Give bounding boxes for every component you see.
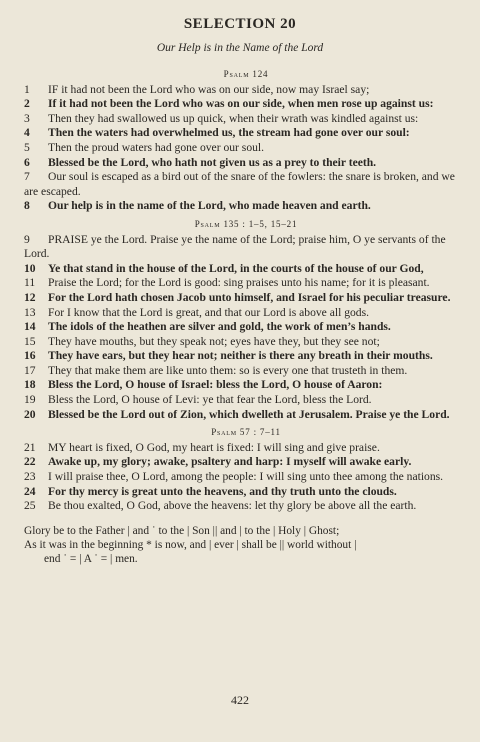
- verse-congregation: [24, 126, 468, 141]
- gloria-line: Glory be to the Father | and ˙ to the | Son || and | to the | Holy | Ghost;: [24, 524, 340, 537]
- verse-number: 22: [24, 455, 36, 469]
- psalm-reference: Psalm 57 : 7–11: [211, 427, 281, 438]
- verse-congregation: [24, 199, 468, 214]
- verse-text: For the Lord hath chosen Jacob unto himself, and Israel for his peculiar treasure.: [48, 290, 451, 304]
- verse-number: 25: [24, 499, 36, 513]
- page-number: 422: [231, 693, 249, 707]
- verse-text: The idols of the heathen are silver and gold, the work of men’s hands.: [48, 320, 391, 334]
- verse-congregation: [24, 408, 468, 423]
- verse-text: MY heart is fixed, O God, my heart is fixed: I will sing and give praise.: [48, 440, 380, 454]
- verse-text: They have ears, but they hear not; neither is there any breath in their mouths.: [48, 349, 433, 363]
- verse-number: 10: [24, 261, 36, 275]
- verse-text: Then the proud waters had gone over our soul.: [48, 140, 265, 154]
- verse-text: Be thou exalted, O God, above the heavens: let thy glory be above all the earth.: [48, 499, 417, 513]
- verse-text: Awake up, my glory; awake, psaltery and harp: I myself will awake early.: [48, 455, 412, 469]
- psalm-reference: Psalm 135 : 1–5, 15–21: [194, 218, 298, 229]
- verse-text: I will praise thee, O Lord, among the people: I will sing unto thee among the nations.: [48, 470, 444, 484]
- selection-subtitle: Our Help is in the Name of the Lord: [156, 42, 324, 54]
- verse-number: 9: [24, 232, 30, 246]
- verse-leader: [24, 335, 468, 350]
- verse-text: They that make them are like unto them: so is every one that trusteth in them.: [48, 363, 408, 377]
- verse-congregation: [24, 349, 468, 364]
- verse-text: Blessed be the Lord out of Zion, which dwelleth at Jerusalem. Praise ye the Lord.: [48, 407, 450, 421]
- verse-congregation: [24, 378, 468, 393]
- verse-congregation: [24, 485, 468, 500]
- verse-number: 5: [24, 140, 30, 154]
- verse-text: For thy mercy is great unto the heavens, and thy truth unto the clouds.: [48, 484, 397, 498]
- verse-leader: [24, 170, 468, 199]
- verse-leader: [24, 441, 468, 456]
- verse-leader: [24, 276, 468, 291]
- verse-leader: [24, 112, 468, 127]
- verse-text: If it had not been the Lord who was on our side, when men rose up against us:: [48, 97, 434, 111]
- gloria-patri: [24, 524, 468, 567]
- verse-text: Bless the Lord, O house of Levi: ye that fear the Lord, bless the Lord.: [48, 393, 372, 407]
- verse-congregation: [24, 97, 468, 112]
- verse-text: Blessed be the Lord, who hath not given us as a prey to their teeth.: [48, 155, 377, 169]
- verse-number: 3: [24, 111, 30, 125]
- verse-congregation: [24, 291, 468, 306]
- verse-number: 4: [24, 126, 30, 140]
- verse-text: Then the waters had overwhelmed us, the stream had gone over our soul:: [48, 126, 410, 140]
- verse-number: 23: [24, 470, 36, 484]
- verse-number: 24: [24, 484, 36, 498]
- verse-number: 6: [24, 155, 30, 169]
- responsive-reading: [24, 64, 468, 566]
- verse-leader: [24, 499, 468, 514]
- gloria-line: end ˙ = | A ˙ = | men.: [44, 553, 138, 566]
- verse-leader: [24, 233, 468, 262]
- verse-leader: [24, 141, 468, 156]
- verse-congregation: [24, 262, 468, 277]
- verse-number: 13: [24, 305, 36, 319]
- verse-number: 15: [24, 334, 36, 348]
- verse-leader: [24, 470, 468, 485]
- verse-number: 14: [24, 320, 36, 334]
- verse-text: Then they had swallowed us up quick, when their wrath was kindled against us:: [48, 111, 419, 125]
- verse-leader: [24, 393, 468, 408]
- verse-number: 20: [24, 407, 36, 421]
- verse-text: Our help is in the name of the Lord, who made heaven and earth.: [48, 199, 371, 213]
- verse-leader: [24, 83, 468, 98]
- verse-number: 7: [24, 170, 30, 184]
- verse-number: 19: [24, 393, 36, 407]
- verse-number: 21: [24, 440, 36, 454]
- verse-number: 2: [24, 97, 30, 111]
- verse-text: Our soul is escaped as a bird out of the snare of the fowlers: the snare is broken, and we are escaped.: [24, 170, 455, 198]
- verse-text: PRAISE ye the Lord. Praise ye the name of the Lord; praise him, O ye servants of the Lord.: [24, 232, 446, 261]
- verse-number: 16: [24, 349, 36, 363]
- verse-leader: [24, 364, 468, 379]
- verse-text: IF it had not been the Lord who was on our side, now may Israel say;: [48, 82, 370, 96]
- verse-number: 8: [24, 199, 30, 213]
- psalm-reference: Psalm 124: [223, 69, 269, 79]
- verse-leader: [24, 306, 468, 321]
- verse-text: Ye that stand in the house of the Lord, in the courts of the house of our God,: [48, 261, 424, 275]
- verse-text: For I know that the Lord is great, and that our Lord is above all gods.: [48, 305, 370, 319]
- verse-number: 17: [24, 363, 36, 377]
- verse-number: 1: [24, 82, 30, 96]
- verse-number: 18: [24, 378, 36, 392]
- verse-text: They have mouths, but they speak not; eyes have they, but they see not;: [48, 334, 380, 348]
- verse-text: Praise the Lord; for the Lord is good: sing praises unto his name; for it is pleasant.: [48, 276, 430, 290]
- verse-text: Bless the Lord, O house of Israel: bless the Lord, O house of Aaron:: [48, 378, 383, 392]
- selection-title: SELECTION 20: [183, 16, 297, 32]
- verse-congregation: [24, 320, 468, 335]
- verse-number: 11: [24, 276, 36, 290]
- verse-number: 12: [24, 290, 36, 304]
- verse-congregation: [24, 156, 468, 171]
- gloria-line: As it was in the beginning * is now, and | ever | shall be || world without |: [24, 539, 357, 552]
- verse-congregation: [24, 455, 468, 470]
